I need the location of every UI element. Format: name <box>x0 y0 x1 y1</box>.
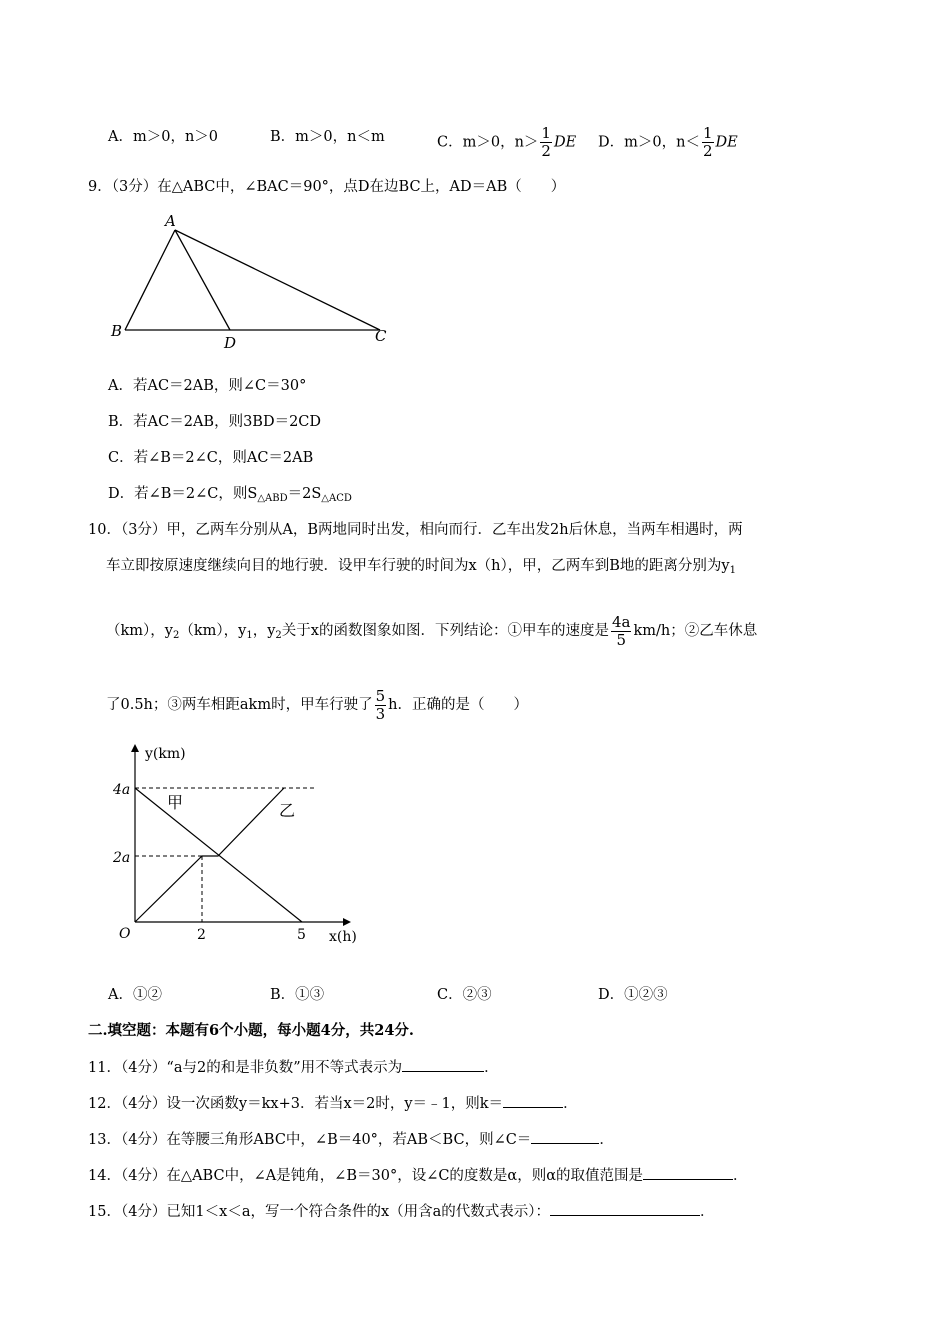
q9-option-a: A．若AC＝2AB，则∠C＝30° <box>108 378 307 394</box>
x-tick-2: 2 <box>197 927 206 943</box>
y-tick-4a: 4a <box>113 782 131 798</box>
q8-option-a: A．m＞0，n＞0 <box>108 129 219 145</box>
q8-option-d-text: D．m＞0，n＜ <box>598 134 700 151</box>
y-axis-label: y(km) <box>145 746 186 762</box>
origin-label: O <box>119 926 131 942</box>
y-tick-2a: 2a <box>113 850 131 866</box>
q10-option-d: D．①②③ <box>598 987 668 1003</box>
answer-blank <box>402 1057 484 1072</box>
point-c-label: C <box>375 327 387 345</box>
answer-blank <box>503 1093 563 1108</box>
q9-option-b: B．若AC＝2AB，则3BD＝2CD <box>108 414 322 430</box>
question-14: 14．（4分）在△ABC中，∠A是钝角，∠B＝30°，设∠C的度数是α，则α的取值范围是 ． <box>88 1165 748 1186</box>
fraction: $\frac{4a}{5}$ <box>611 612 631 649</box>
x-tick-5: 5 <box>297 927 306 943</box>
q10-line-3: （km），$y_2(km)$，$y_1$，$y_2$关于x的函数图象如图．下列结论：①甲车的速度是 $\frac{4a}{5}$ km/h；②乙车休息 <box>106 612 758 649</box>
q8-option-c-text: C．m＞0，n＞ <box>437 134 539 151</box>
q10-line-4: 了0.5h；③两车相距akm时，甲车行驶了 $\frac{5}{3}$ h．正确的是（ ） <box>106 686 528 723</box>
fraction: $\frac{1}{2}$ <box>541 124 551 160</box>
point-a-label: A <box>165 212 176 230</box>
line-yi-label: 乙 <box>279 801 296 820</box>
fraction: $\frac{5}{3}$ <box>375 686 386 723</box>
answer-blank <box>643 1165 733 1180</box>
answer-blank <box>550 1201 700 1216</box>
question-11: 11．（4分）“a与2的和是非负数”用不等式表示为 ． <box>88 1057 499 1078</box>
question-12: 12．（4分）设一次函数y＝kx+3．若当x＝2时，y＝﹣1，则k＝ ． <box>88 1093 578 1114</box>
point-d-label: D <box>224 334 237 352</box>
section-heading: 二.填空题：本题有6个小题，每小题4分，共24分. <box>88 1022 414 1039</box>
q10-option-c: C．②③ <box>437 987 492 1003</box>
q8-option-c: C．m＞0，n＞ $\frac{1}{2}$ DE <box>437 124 577 160</box>
x-axis-label: x(h) <box>329 929 357 945</box>
q10-option-b: B．①③ <box>270 987 325 1003</box>
q8-option-b: B．m＞0，n＜m <box>270 129 385 145</box>
function-graph <box>105 740 375 955</box>
question-13: 13．（4分）在等腰三角形ABC中，∠B＝40°，若AB＜BC，则∠C＝ ． <box>88 1129 614 1150</box>
q8-option-d: D．m＞0，n＜ $\frac{1}{2}$ DE <box>598 124 738 160</box>
line-jia-label: 甲 <box>167 793 184 812</box>
fraction: $\frac{1}{2}$ <box>702 124 713 160</box>
q9-option-d: D．若∠B＝2∠C，则$S_{\triangle ABD}=2S_{\triangle ACD}$ <box>108 486 352 504</box>
q9-option-c: C．若∠B＝2∠C，则AC＝2AB <box>108 450 314 466</box>
question-15: 15．（4分）已知1＜x＜a，写一个符合条件的x（用含a的代数式表示）： ． <box>88 1201 715 1222</box>
triangle-figure <box>105 210 405 355</box>
answer-blank <box>531 1129 599 1144</box>
q10-option-a: A．①② <box>108 987 162 1003</box>
line-yi <box>135 788 284 922</box>
point-b-label: B <box>111 322 123 340</box>
q10-line-1: 10．（3分）甲，乙两车分别从A，B两地同时出发，相向而行．乙车出发2h后休息，当两车相遇时，两 <box>88 522 743 538</box>
q10-line-2: 车立即按原速度继续向目的地行驶．设甲车行驶的时间为x（h），甲，乙两车到B地的距离分别为$y_1$ <box>106 558 736 576</box>
q9-stem: 9．（3分）在△ABC中，∠BAC＝90°，点D在边BC上，AD＝AB（ ） <box>88 179 566 195</box>
